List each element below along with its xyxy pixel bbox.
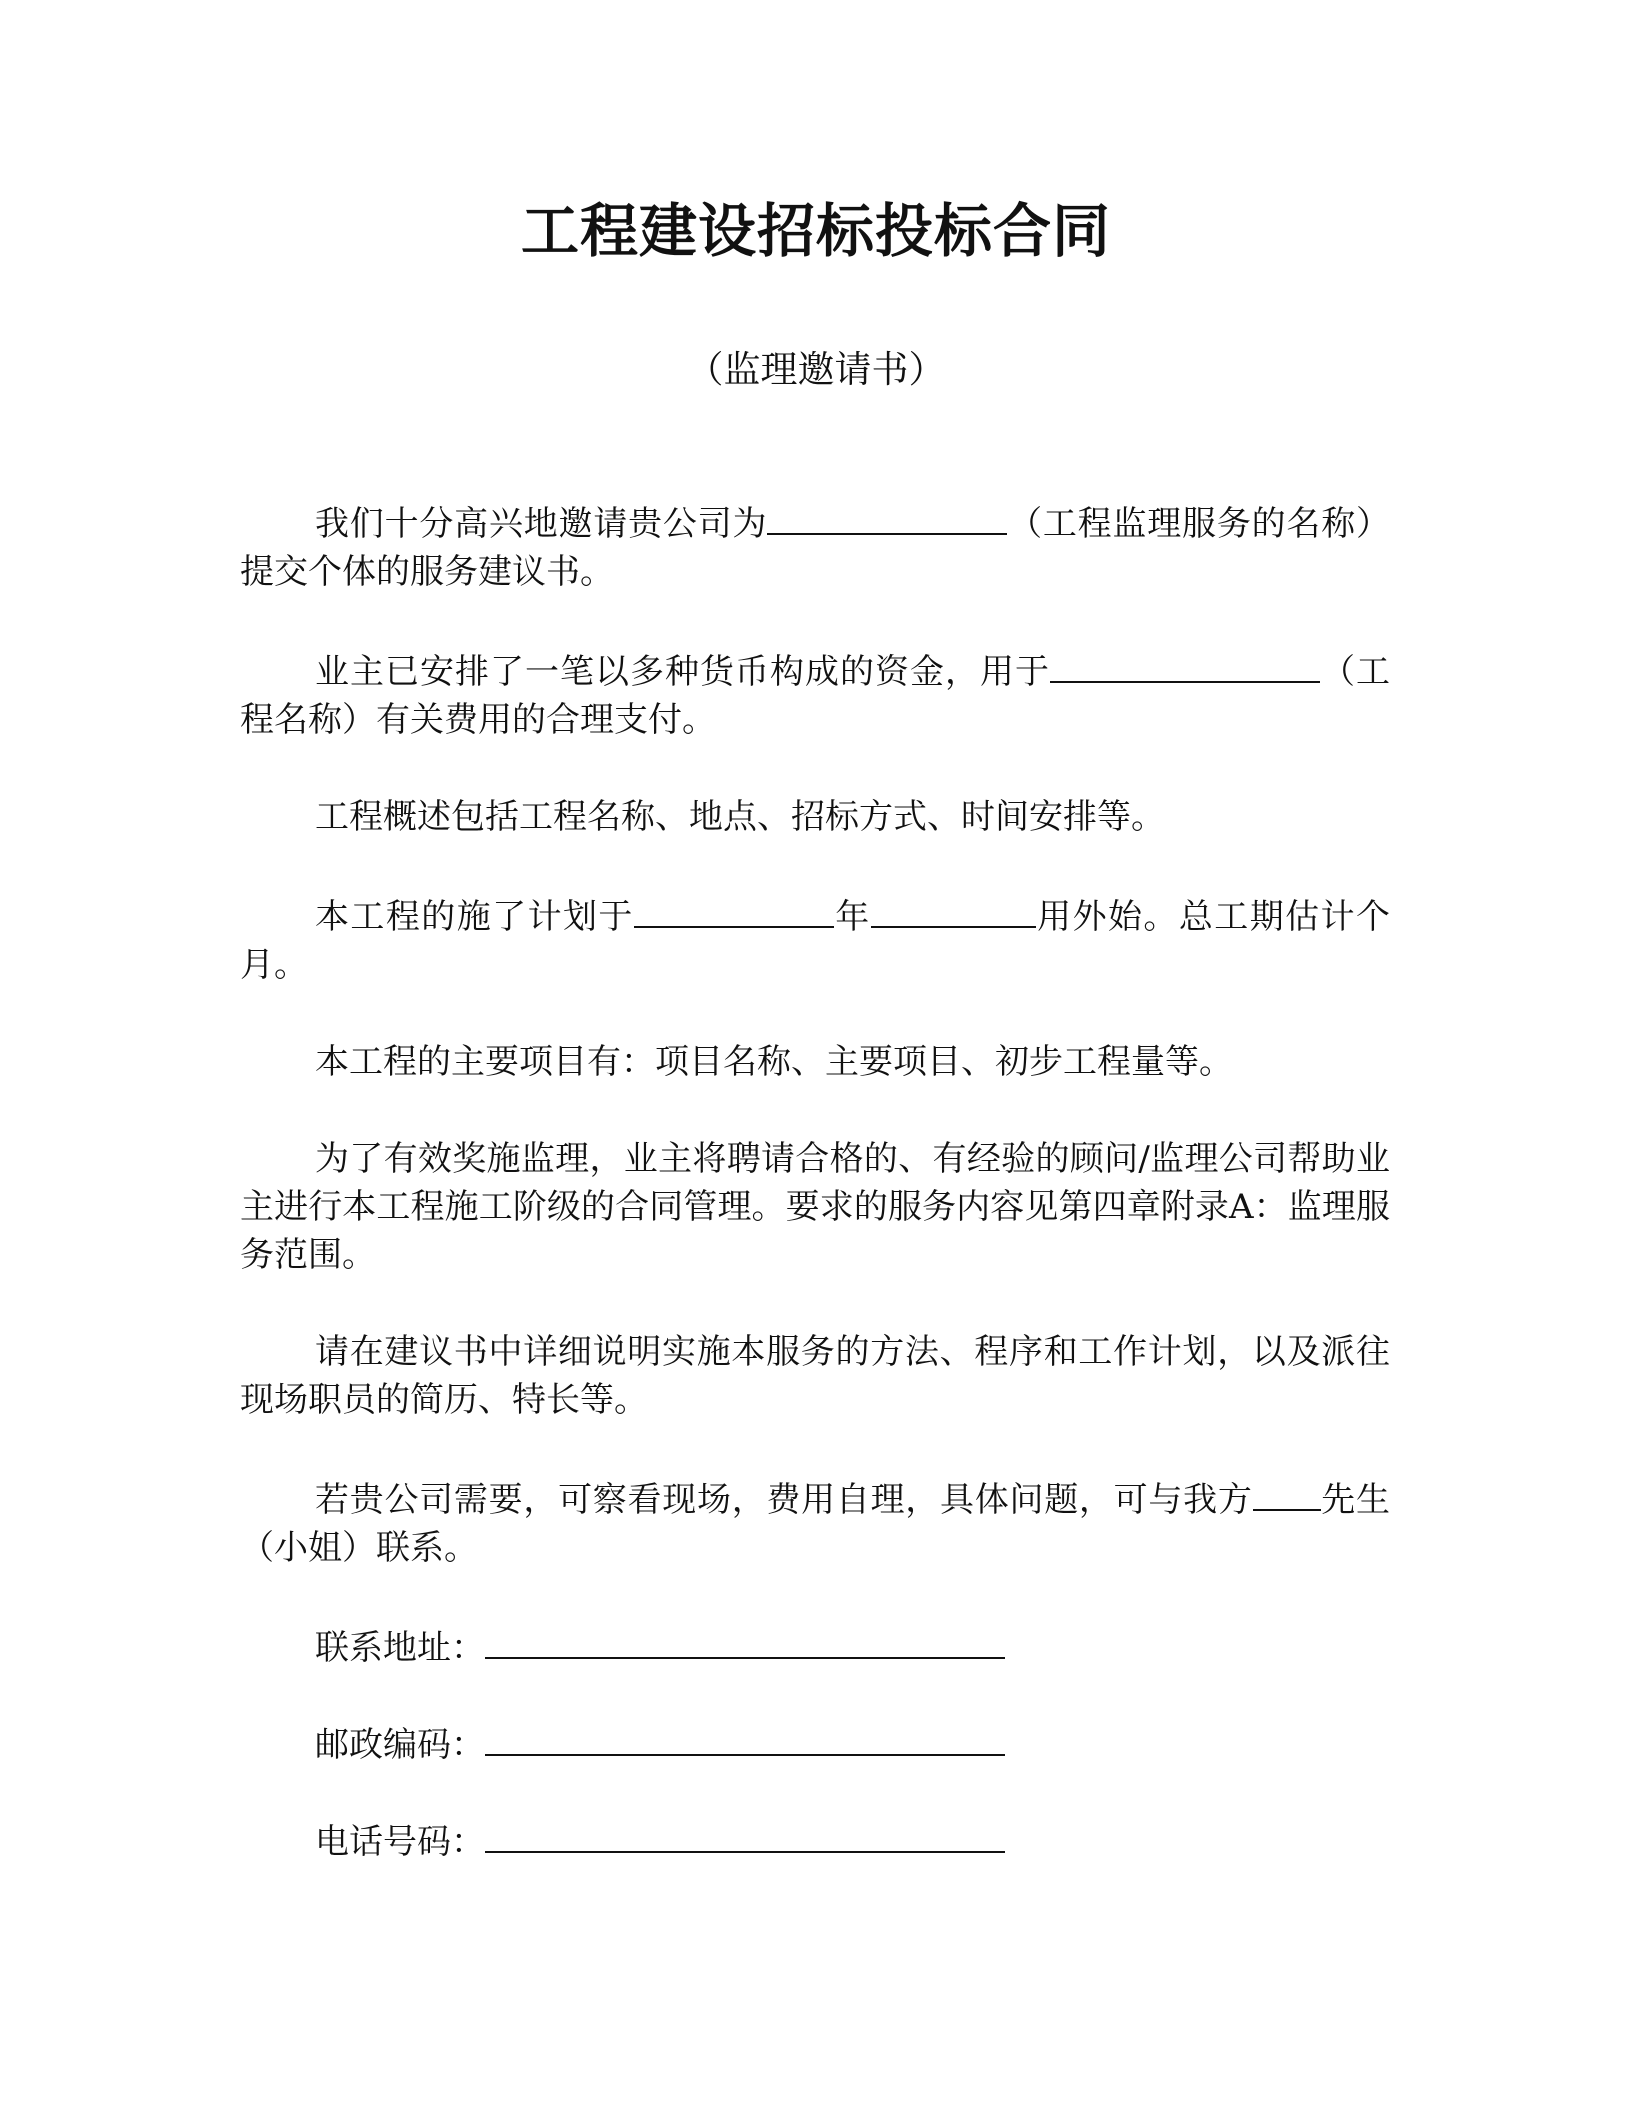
paragraph-text: 若贵公司需要，可察看现场，费用自理，具体问题，可与我方 xyxy=(315,1480,1253,1520)
blank-phone xyxy=(485,1815,1005,1853)
paragraph-text: 用外始。总工期估计个月。 xyxy=(240,897,1391,985)
blank-contact-person xyxy=(1253,1473,1321,1511)
paragraph-proposal-details: 请在建议书中详细说明实施本服务的方法、程序和工作计划，以及派往现场职员的简历、特长等。 xyxy=(240,1332,1390,1420)
paragraph-text: 本工程的施了计划于 xyxy=(315,897,634,937)
blank-year xyxy=(634,890,834,928)
paragraph-text: 业主已安排了一笔以多种货币构成的资金，用于 xyxy=(315,652,1050,692)
paragraph-text: 年 xyxy=(833,897,871,937)
field-label: 联系地址： xyxy=(315,1628,485,1668)
field-label: 邮政编码： xyxy=(315,1725,485,1765)
paragraph-supervision: 为了有效奖施监理，业主将聘请合格的、有经验的顾问/监理公司帮助业主进行本工程施工阶级的合同管理。要求的服务内容见第四章附录A：监理服务范围。 xyxy=(240,1139,1390,1275)
paragraph-funding xyxy=(240,645,1390,744)
paragraph-text: （工程监理服务的名称）提交个体的服务建议书。 xyxy=(240,504,1391,592)
blank-project-name xyxy=(1050,645,1320,683)
paragraph-main-items: 本工程的主要项目有：项目名称、主要项目、初步工程量等。 xyxy=(315,1042,1233,1082)
field-phone xyxy=(240,1815,1390,1863)
field-label: 电话号码： xyxy=(315,1822,485,1862)
paragraph-overview: 工程概述包括工程名称、地点、招标方式、时间安排等。 xyxy=(315,797,1165,837)
paragraph-text: （工程名称）有关费用的合理支付。 xyxy=(240,652,1390,740)
field-address xyxy=(240,1621,1390,1669)
paragraph-invitation xyxy=(240,497,1390,596)
paragraph-text: 我们十分高兴地邀请贵公司为 xyxy=(315,504,768,544)
document-title: 工程建设招标投标合同 xyxy=(520,197,1111,265)
blank-service-name xyxy=(767,497,1007,535)
document-subtitle: （监理邀请书） xyxy=(686,348,946,391)
paragraph-site-visit xyxy=(240,1473,1390,1572)
paragraph-text: 先生（小姐）联系。 xyxy=(240,1480,1391,1568)
blank-month xyxy=(871,890,1036,928)
field-postcode xyxy=(240,1718,1390,1766)
paragraph-schedule xyxy=(240,890,1390,989)
document-body xyxy=(240,497,1390,1912)
blank-postcode xyxy=(485,1718,1005,1756)
blank-address xyxy=(485,1621,1005,1659)
